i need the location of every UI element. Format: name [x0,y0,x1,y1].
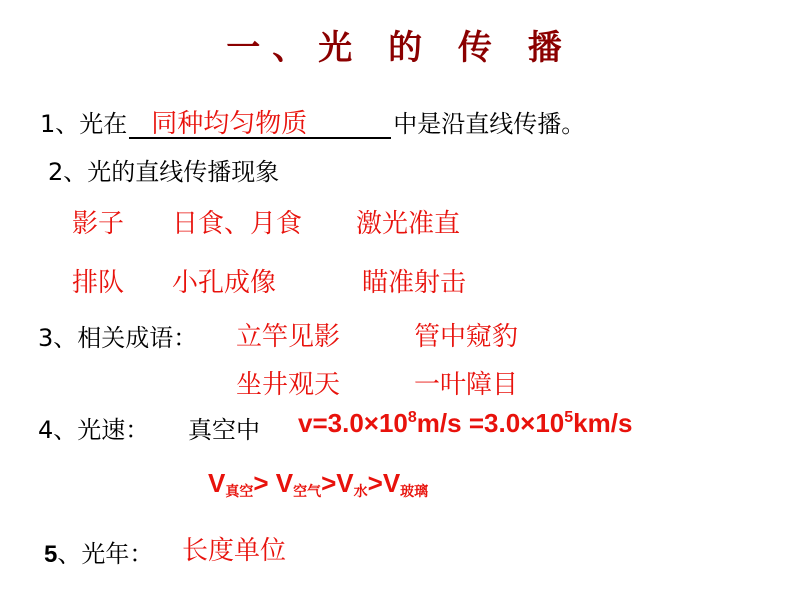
item-1-prefix: 1、光在 [40,110,128,138]
item-5-text: 、光年： [57,540,154,568]
page-title: 一、光 的 传 播 [226,28,574,68]
greater-than: > [321,468,337,498]
light-year-answer: 长度单位 [182,536,287,566]
idiom-1: 立竿见影 [236,322,341,352]
medium-vacuum: 真空 [225,484,254,500]
v-symbol: V [275,468,294,498]
idiom-4: 一叶障目 [414,370,519,400]
idiom-3: 坐井观天 [236,370,341,400]
item-1-suffix: 中是沿直线传播。 [393,110,586,138]
v-symbol: V [336,468,354,498]
phenomenon-shadow: 影子 [72,209,125,239]
blank-answer: 同种均匀物质 [151,109,308,139]
medium-water: 水 [353,484,368,500]
phenomenon-pinhole: 小孔成像 [172,268,277,298]
phenomenon-eclipse: 日食、月食 [172,209,303,239]
phenomenon-aiming: 瞄准射击 [362,268,467,298]
speed-value: v=3.0×10 [298,408,408,438]
greater-than: > [253,468,276,498]
medium-glass: 玻璃 [400,484,429,500]
idiom-2: 管中窥豹 [414,322,519,352]
speed-unit: km/s [573,408,633,438]
item-2-label: 2、光的直线传播现象 [48,158,280,186]
greater-than: > [367,468,383,498]
fill-in-blank [129,111,391,139]
speed-exponent-1: 8 [407,409,417,426]
item-5-number: 5 [44,541,58,568]
item-3-label: 3、相关成语： [38,324,198,352]
phenomenon-laser: 激光准直 [356,209,461,239]
v-symbol: V [382,468,401,498]
speed-exponent-2: 5 [564,409,574,426]
item-4-label: 4、光速： [38,416,150,444]
v-symbol: V [208,468,226,498]
item-1 [40,104,585,139]
speed-of-light-formula [298,408,632,439]
speed-equals: m/s =3.0×10 [416,408,565,438]
item-5-label [44,534,153,569]
vacuum-label: 真空中 [188,416,260,444]
phenomenon-queue: 排队 [72,268,125,298]
speed-comparison [208,468,428,501]
medium-air: 空气 [293,484,322,500]
